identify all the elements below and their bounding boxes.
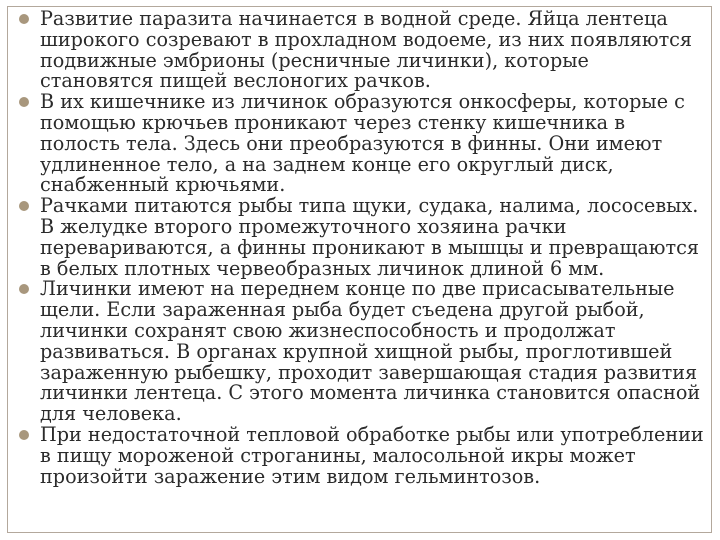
circle-bullet-icon xyxy=(18,92,32,112)
bullet-text: Личинки имеют на переднем конце по две присасывательные щели. Если зараженная рыба будет съедена другой рыбой, личинки сохранят свою жизнеспособность и продолжат развиваться. В органах крупной хищной рыбы, проглотившей зараженную рыбешку, проходит завершающая стадия развития личинки лентеца. С этого момента личинка становится опасной для человека. xyxy=(40,277,701,426)
bullet-item xyxy=(18,9,708,92)
circle-bullet-icon xyxy=(18,279,32,299)
bullet-text: Развитие паразита начинается в водной среде. Яйца лентеца широкого созревают в прохладном водоеме, из них появляются подвижные эмбрионы (ресничные личинки), которые становятся пищей веслоногих рачков. xyxy=(40,7,693,93)
bullet-list xyxy=(18,9,708,487)
circle-bullet-icon xyxy=(18,9,32,29)
bullet-item xyxy=(18,279,708,425)
bullet-text: При недостаточной тепловой обработке рыбы или употреблении в пищу мороженой строганины, малосольной икры может произойти заражение этим видом гельминтозов. xyxy=(40,422,704,488)
bullet-item xyxy=(18,196,708,279)
bullet-item xyxy=(18,422,708,488)
bullet-text: Рачками питаются рыбы типа щуки, судака, налима, лососевых. В желудке второго промежуточного хозяина рачки перевариваются, а финны проникают в мышцы и превращаются в белых плотных червеобразных личинок длиной 6 мм. xyxy=(40,194,699,280)
bullet-item xyxy=(18,92,708,196)
circle-bullet-icon xyxy=(18,425,32,445)
circle-bullet-icon xyxy=(18,196,32,216)
bullet-text: В их кишечнике из личинок образуются онкосферы, которые с помощью крючьев проникают через стенку кишечника в полость тела. Здесь они преобразуются в финны. Они имеют удлиненное тело, а на заднем конце его округлый диск, снабженный крючьями. xyxy=(40,90,685,197)
